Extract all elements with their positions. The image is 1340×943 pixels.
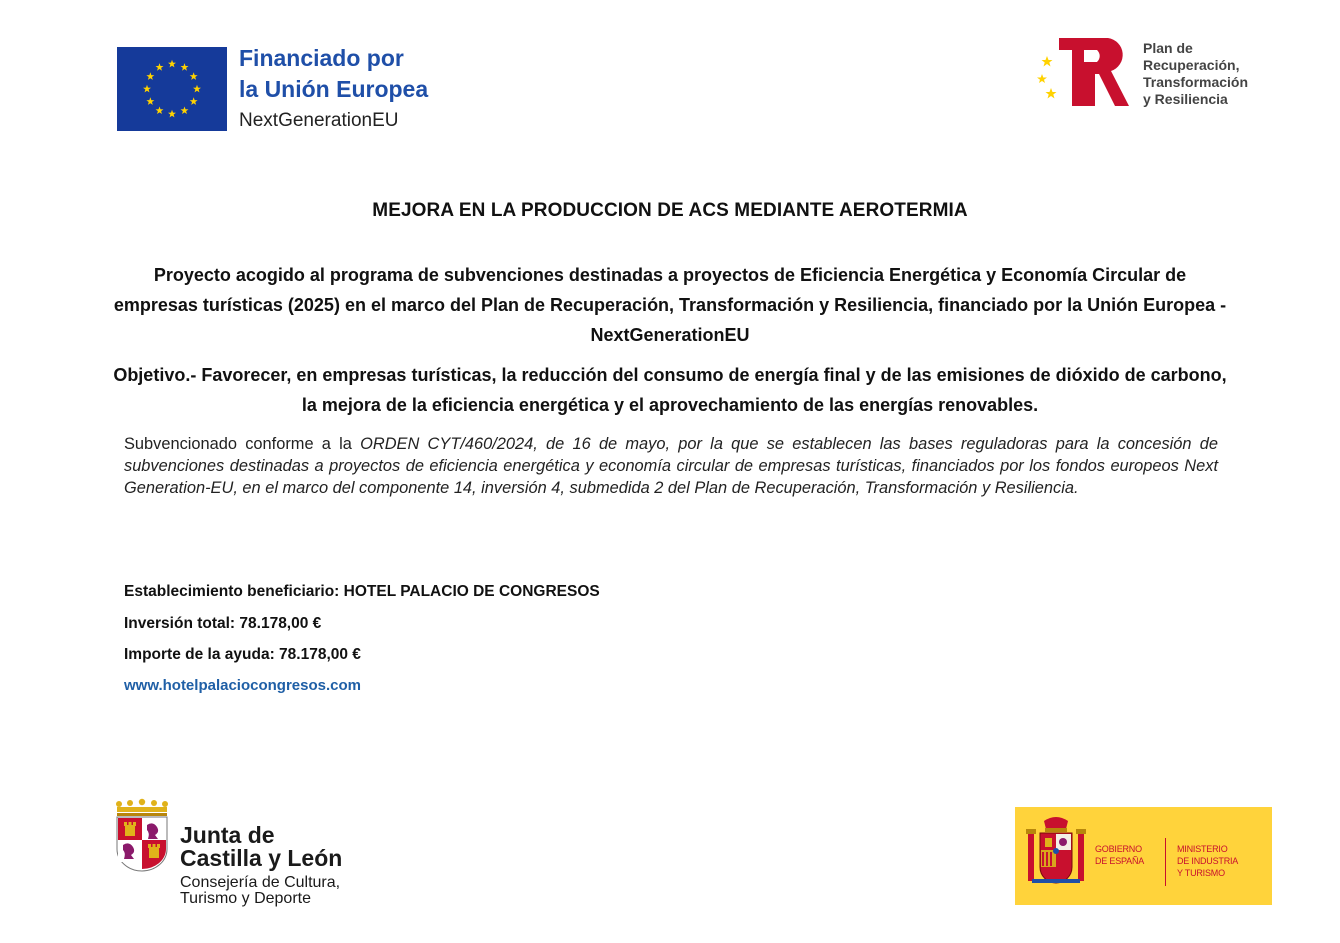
establecimiento-label: Establecimiento beneficiario: bbox=[124, 583, 344, 600]
document-title: MEJORA EN LA PRODUCCION DE ACS MEDIANTE AEROTERMIA bbox=[372, 200, 968, 221]
prtr-logo-line4: y Resiliencia bbox=[1143, 91, 1228, 107]
establecimiento-value: HOTEL PALACIO DE CONGRESOS bbox=[343, 583, 600, 600]
eu-star-icon bbox=[168, 110, 176, 118]
eu-star-icon bbox=[143, 85, 151, 93]
proyecto-paragraph: Proyecto acogido al programa de subvenciones destinadas a proyectos de Eficiencia Energética y Economía Circular de empresas turísticas (2025) en el marco del Plan de Recuperación, Transformación y Resiliencia, financiado por la Unión Europea - NextGenerationEU bbox=[113, 265, 1227, 345]
eu-flag-logo bbox=[117, 47, 227, 131]
jcyl-logo-line4: Turismo y Deporte bbox=[180, 890, 311, 907]
website-link[interactable]: www.hotelpalaciocongresos.com bbox=[124, 677, 361, 694]
prtr-logo-line1: Plan de bbox=[1143, 40, 1193, 56]
ministerio-line3: Y TURISMO bbox=[1177, 868, 1225, 878]
inversion-total: Inversión total: 78.178,00 € bbox=[124, 615, 322, 632]
eu-logo-line2: la Unión Europea bbox=[239, 76, 429, 102]
jcyl-logo-line1: Junta de bbox=[180, 822, 275, 848]
eu-star-icon bbox=[156, 106, 164, 114]
eu-star-icon bbox=[190, 97, 198, 105]
crown-icon bbox=[116, 799, 168, 816]
gobierno-line1: GOBIERNO bbox=[1095, 844, 1142, 854]
orden-reference: ORDEN CYT/460/2024, de 16 de mayo, por la que se establecen las bases reguladoras para la concesión de subvenciones destinadas a proyectos de eficiencia energética y economía circular de empresas turísticas, financiados por los fondos europeos Next Generation-EU, en el marco del componente 14, inversión 4, submedida 2 del Plan de Recuperación, Transformación y Resiliencia. bbox=[124, 435, 1218, 497]
eu-stars-icon bbox=[117, 47, 227, 131]
jcyl-logo-line3: Consejería de Cultura, bbox=[180, 874, 341, 891]
eu-star-icon bbox=[168, 60, 176, 68]
gobierno-divider bbox=[1165, 838, 1166, 886]
prtr-logo-line3: Transformación bbox=[1143, 74, 1249, 90]
eu-star-icon bbox=[156, 63, 164, 71]
prtr-logo-mark bbox=[1033, 36, 1133, 108]
eu-star-icon bbox=[146, 97, 154, 105]
eu-star-icon bbox=[181, 63, 189, 71]
jcyl-shield-logo bbox=[113, 797, 171, 872]
subvencionado-prefix: Subvencionado conforme a la bbox=[124, 435, 361, 453]
eu-star-icon bbox=[181, 106, 189, 114]
gobierno-line2: DE ESPAÑA bbox=[1095, 856, 1145, 866]
eu-logo-line1: Financiado por bbox=[239, 45, 404, 71]
eu-logo-line3: NextGenerationEU bbox=[239, 110, 399, 131]
ministerio-line1: MINISTERIO bbox=[1177, 844, 1228, 854]
ministerio-line2: DE INDUSTRIA bbox=[1177, 856, 1239, 866]
establecimiento-line bbox=[124, 583, 600, 601]
spain-coat-of-arms-icon bbox=[1026, 815, 1086, 893]
eu-star-icon bbox=[193, 85, 201, 93]
eu-star-icon bbox=[190, 72, 198, 80]
prtr-tr-letters bbox=[1059, 38, 1129, 106]
prtr-logo-line2: Recuperación, bbox=[1143, 57, 1240, 73]
subvencionado-paragraph bbox=[124, 433, 1218, 499]
eu-star-icon bbox=[146, 72, 154, 80]
objetivo-paragraph: Objetivo.- Favorecer, en empresas turísticas, la reducción del consumo de energía final y de las emisiones de dióxido de carbono, la mejora de la eficiencia energética y el aprovechamiento de las energías renovables. bbox=[113, 365, 1227, 415]
importe-ayuda: Importe de la ayuda: 78.178,00 € bbox=[124, 646, 361, 663]
jcyl-logo-line2: Castilla y León bbox=[180, 845, 343, 871]
prtr-stars-icon bbox=[1037, 56, 1057, 99]
